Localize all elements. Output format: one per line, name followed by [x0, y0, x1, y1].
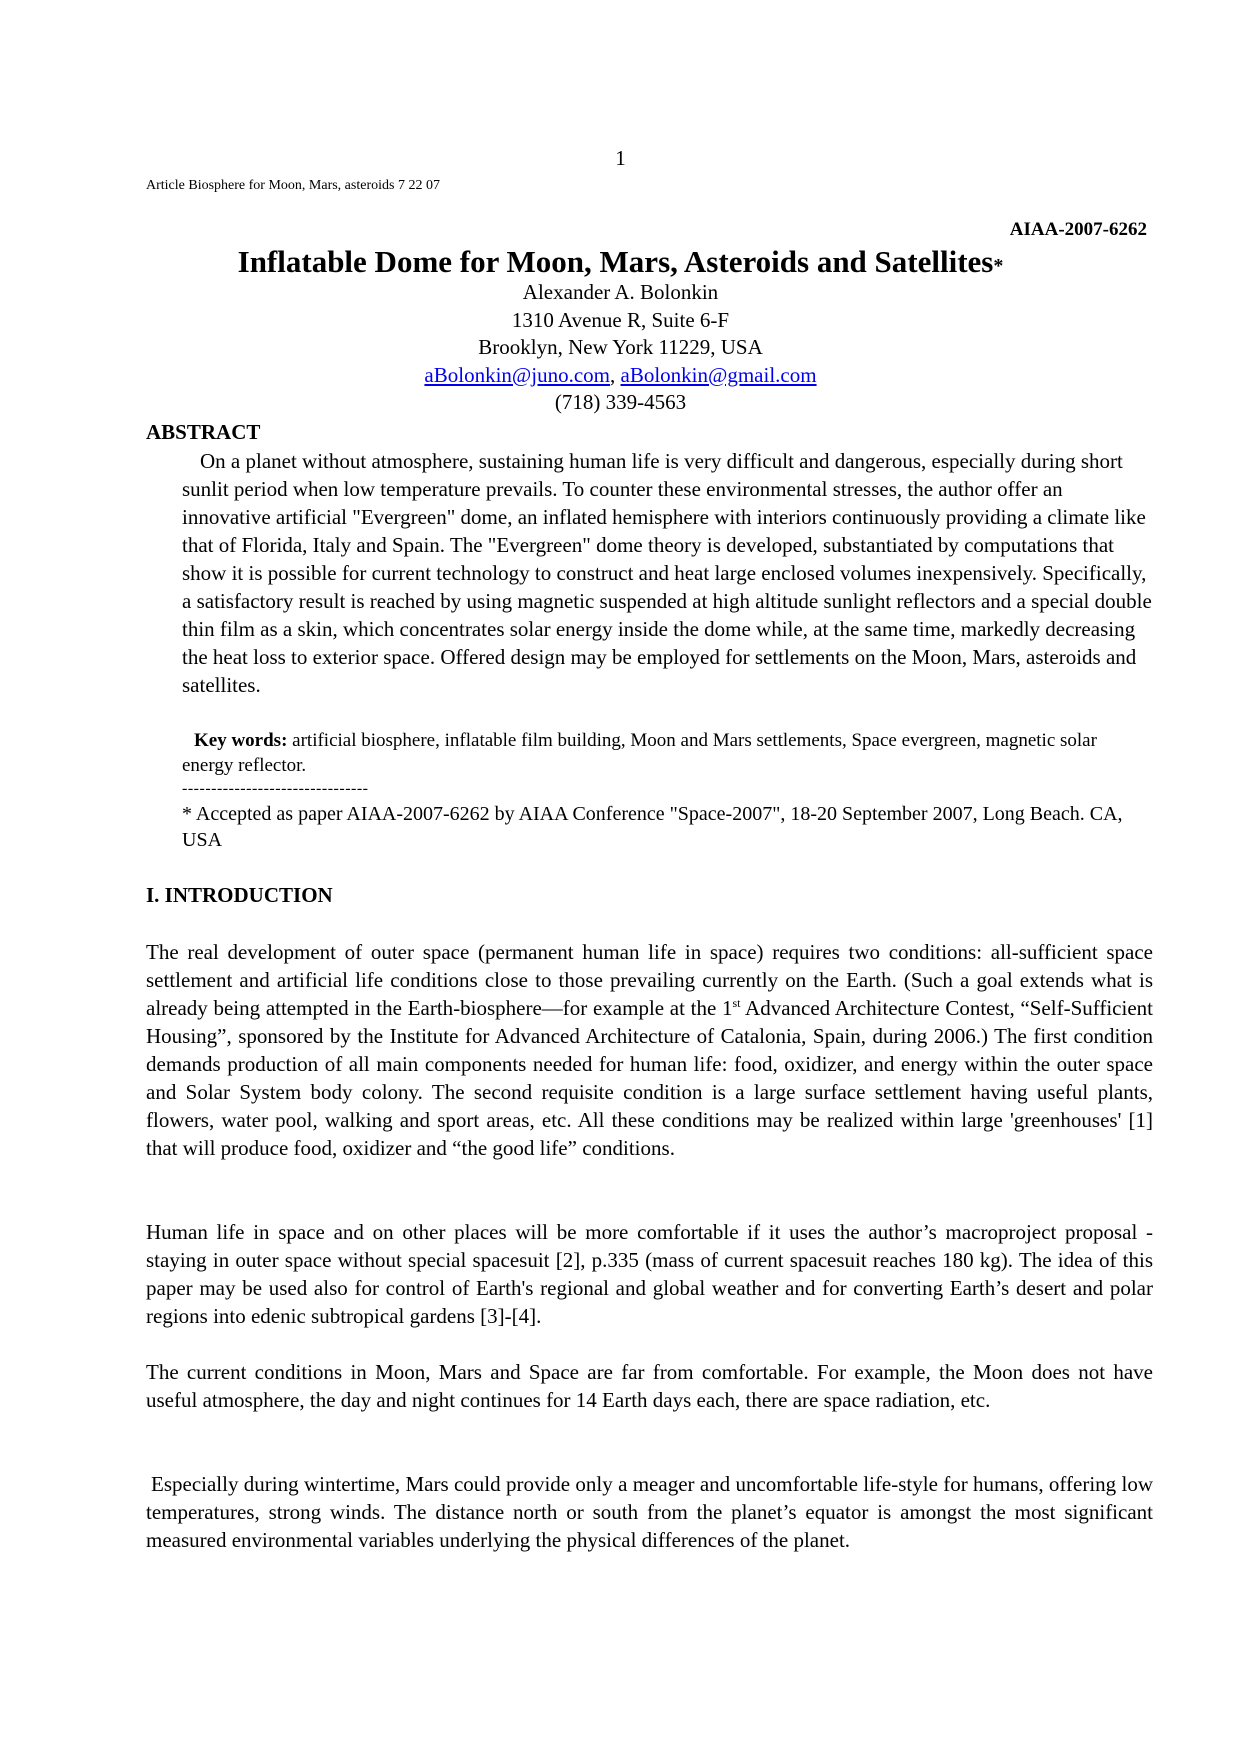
- keywords: [182, 728, 1142, 778]
- intro-paragraph-2: Human life in space and on other places will be more comfortable if it uses the author’s macroproject proposal - staying in outer space without special spacesuit [2], p.335 (mass of current spacesuit reaches 180 kg). The idea of this paper may be used also for control of Earth's regional and global weather and for converting Earth’s desert and polar regions into edenic subtropical gardens [3]-[4].: [146, 1220, 1153, 1328]
- intro-p1-superscript: st: [732, 996, 741, 1010]
- running-header: Article Biosphere for Moon, Mars, asteroids 7 22 07: [146, 178, 440, 193]
- email-separator: ,: [610, 362, 621, 387]
- author-emails: [0, 362, 1241, 390]
- intro-paragraph-3: The current conditions in Moon, Mars and Space are far from comfortable. For example, the Moon does not have useful atmosphere, the day and night continues for 14 Earth days each, there are space radiation, etc.: [146, 1360, 1153, 1412]
- author-phone: (718) 339-4563: [554, 390, 687, 414]
- abstract-body: On a planet without atmosphere, sustaining human life is very difficult and dangerous, especially during short sunlit period when low temperature prevails. To counter these environmental stresses, the author offer an innovative artificial "Evergreen" dome, an inflated hemisphere with interiors continuously providing a climate like that of Florida, Italy and Spain. The "Evergreen" dome theory is developed, substantiated by computations that show it is possible for current technology to construct and heat large enclosed volumes inexpensively. Specifically, a satisfactory result is reached by using magnetic suspended at high altitude sunlight reflectors and a special double thin film as a skin, which concentrates solar energy inside the dome while, at the same time, markedly decreasing the heat loss to exterior space. Offered design may be employed for settlements on the Moon, Mars, asteroids and satellites.: [182, 449, 1152, 697]
- email-link-juno[interactable]: aBolonkin@juno.com: [424, 362, 610, 387]
- intro-p1-part-a: The real development of outer space (permanent human life in space) requires two conditions: all-sufficient space settlement and artificial life conditions close to those prevailing currently on the Earth. (Such a goal extends what is already being attempted in the Earth-biosphere—for example at the 1: [146, 940, 1153, 1020]
- paper-title-text: Inflatable Dome for Moon, Mars, Asteroids and Satellites: [237, 244, 994, 279]
- intro-p1-part-b: Advanced Architecture Contest, “Self-Sufficient Housing”, sponsored by the Institute for Advanced Architecture of Catalonia, Spain, during 2006.) The first condition demands production of all main components needed for human life: food, oxidizer, and energy within the outer space and Solar System body colony. The second requisite condition is a large surface settlement having useful plants, flowers, water pool, walking and sport areas, etc. All these conditions may be realized within large 'greenhouses' [1] that will produce food, oxidizer and “the good life” conditions.: [146, 996, 1153, 1160]
- author-address-line2: Brooklyn, New York 11229, USA: [478, 335, 763, 359]
- paper-title: [0, 244, 1241, 284]
- author-address-line1: 1310 Avenue R, Suite 6-F: [511, 307, 730, 332]
- page-number: 1: [615, 146, 626, 170]
- paper-id: AIAA-2007-6262: [1009, 219, 1147, 240]
- footnote: * Accepted as paper AIAA-2007-6262 by AIAA Conference "Space-2007", 18-20 September 2007, Long Beach. CA, USA: [182, 803, 1123, 851]
- abstract-heading: ABSTRACT: [146, 420, 261, 444]
- title-footnote-marker: *: [993, 255, 1004, 277]
- footnote-rule: --------------------------------: [182, 780, 369, 797]
- intro-paragraph-4: Especially during wintertime, Mars could provide only a meager and uncomfortable life-style for humans, offering low temperatures, strong winds. The distance north or south from the planet’s equator is amongst the most significant measured environmental variables underlying the physical differences of the planet.: [146, 1472, 1153, 1552]
- author-name: Alexander A. Bolonkin: [522, 280, 719, 304]
- introduction-heading: I. INTRODUCTION: [146, 883, 333, 907]
- keywords-text: artificial biosphere, inflatable film building, Moon and Mars settlements, Space evergreen, magnetic solar energy reflector.: [182, 730, 1097, 776]
- intro-paragraph-1: [146, 938, 1153, 1162]
- email-link-gmail[interactable]: aBolonkin@gmail.com: [620, 362, 817, 387]
- keywords-label: Key words:: [194, 730, 288, 751]
- author-block: [0, 279, 1241, 417]
